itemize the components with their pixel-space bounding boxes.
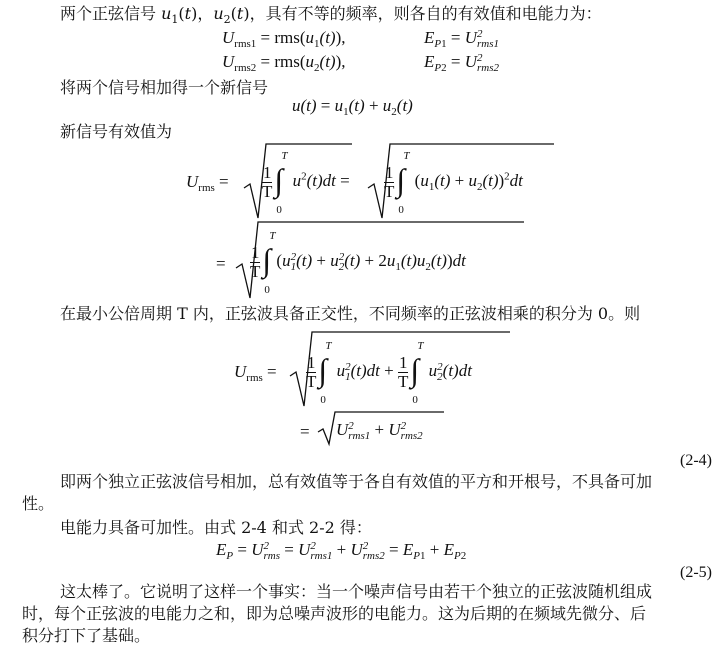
eq-ep2: $E_{P2} = U2$ rms2 [424, 52, 500, 75]
final-line-2: 时，每个正弦波的电能力之和，即为总噪声波形的电能力。这为后期的在频域先微分、后 [22, 604, 647, 623]
conclusion-line-2: 性。 [22, 494, 55, 513]
eq-label-2-5: (2-5) [680, 564, 712, 581]
power-intro: 电能力具备可加性。由式 2-4 和式 2-2 得： [60, 518, 372, 537]
intro-text: 两个正弦信号 $u_1(t)$，$u_2(t)$，具有不等的频率，则各自的有效值和电能力为： [60, 4, 602, 26]
integral-4: $\frac{1}{T}$ ∫ T 0 u2 1(t)dt + $\frac{1}{T}$ ∫ T 0 u2 2(t)dt [306, 340, 472, 406]
equals-2: = [216, 254, 226, 273]
eq-label-2-4: (2-4) [680, 452, 712, 469]
eq-urms1: $U_{rms1} = rms(u_1(t))$, [222, 28, 346, 50]
eq-power: $E_P = U2$ rms = U2 rms1 + U2 $rms2 = E_{P1} + E_{P2}$ [216, 540, 467, 563]
urms-label-1: $U_{rms}$ = [186, 172, 229, 194]
integral-1: $\frac{1}{T}$ ∫ T 0 $u^2(t)dt$ = [262, 150, 350, 216]
eq-ep1: $E_{P1} = U2$ rms1 [424, 28, 500, 51]
final-line-1: 这太棒了。它说明了这样一个事实：当一个噪声信号由若干个独立的正弦波随机组成 [60, 582, 653, 601]
equals-3: = [300, 422, 310, 441]
final-line-3: 积分打下了基础。 [22, 626, 151, 645]
urms-label-2: $U_{rms}$ = [234, 362, 277, 384]
eq-urms2: $U_{rms2} = rms(u_2(t))$, [222, 52, 346, 74]
eq-sum: $u(t) = u_1(t) + u_2(t)$ [292, 96, 413, 118]
rms-intro: 新信号有效值为 [60, 122, 173, 141]
orth-text: 在最小公倍周期 T 内，正弦波具备正交性，不同频率的正弦波相乘的积分为 0。则 [60, 304, 641, 323]
eq-sqrt-sum: U2 rms1 + U2 rms2 [336, 420, 423, 443]
sum-intro: 将两个信号相加得一个新信号 [60, 78, 269, 97]
integral-3: $\frac{1}{T}$ ∫ T 0 (u2 1(t) + u2 $2(t) + 2u_1(t)u_2(t))dt$ [250, 230, 466, 296]
integral-2: $\frac{1}{T}$ ∫ T 0 $(u_1(t) + u_2(t))^2dt$ [384, 150, 523, 216]
conclusion-line-1: 即两个独立正弦波信号相加，总有效值等于各自有效值的平方和开根号，不具备可加 [60, 472, 653, 491]
